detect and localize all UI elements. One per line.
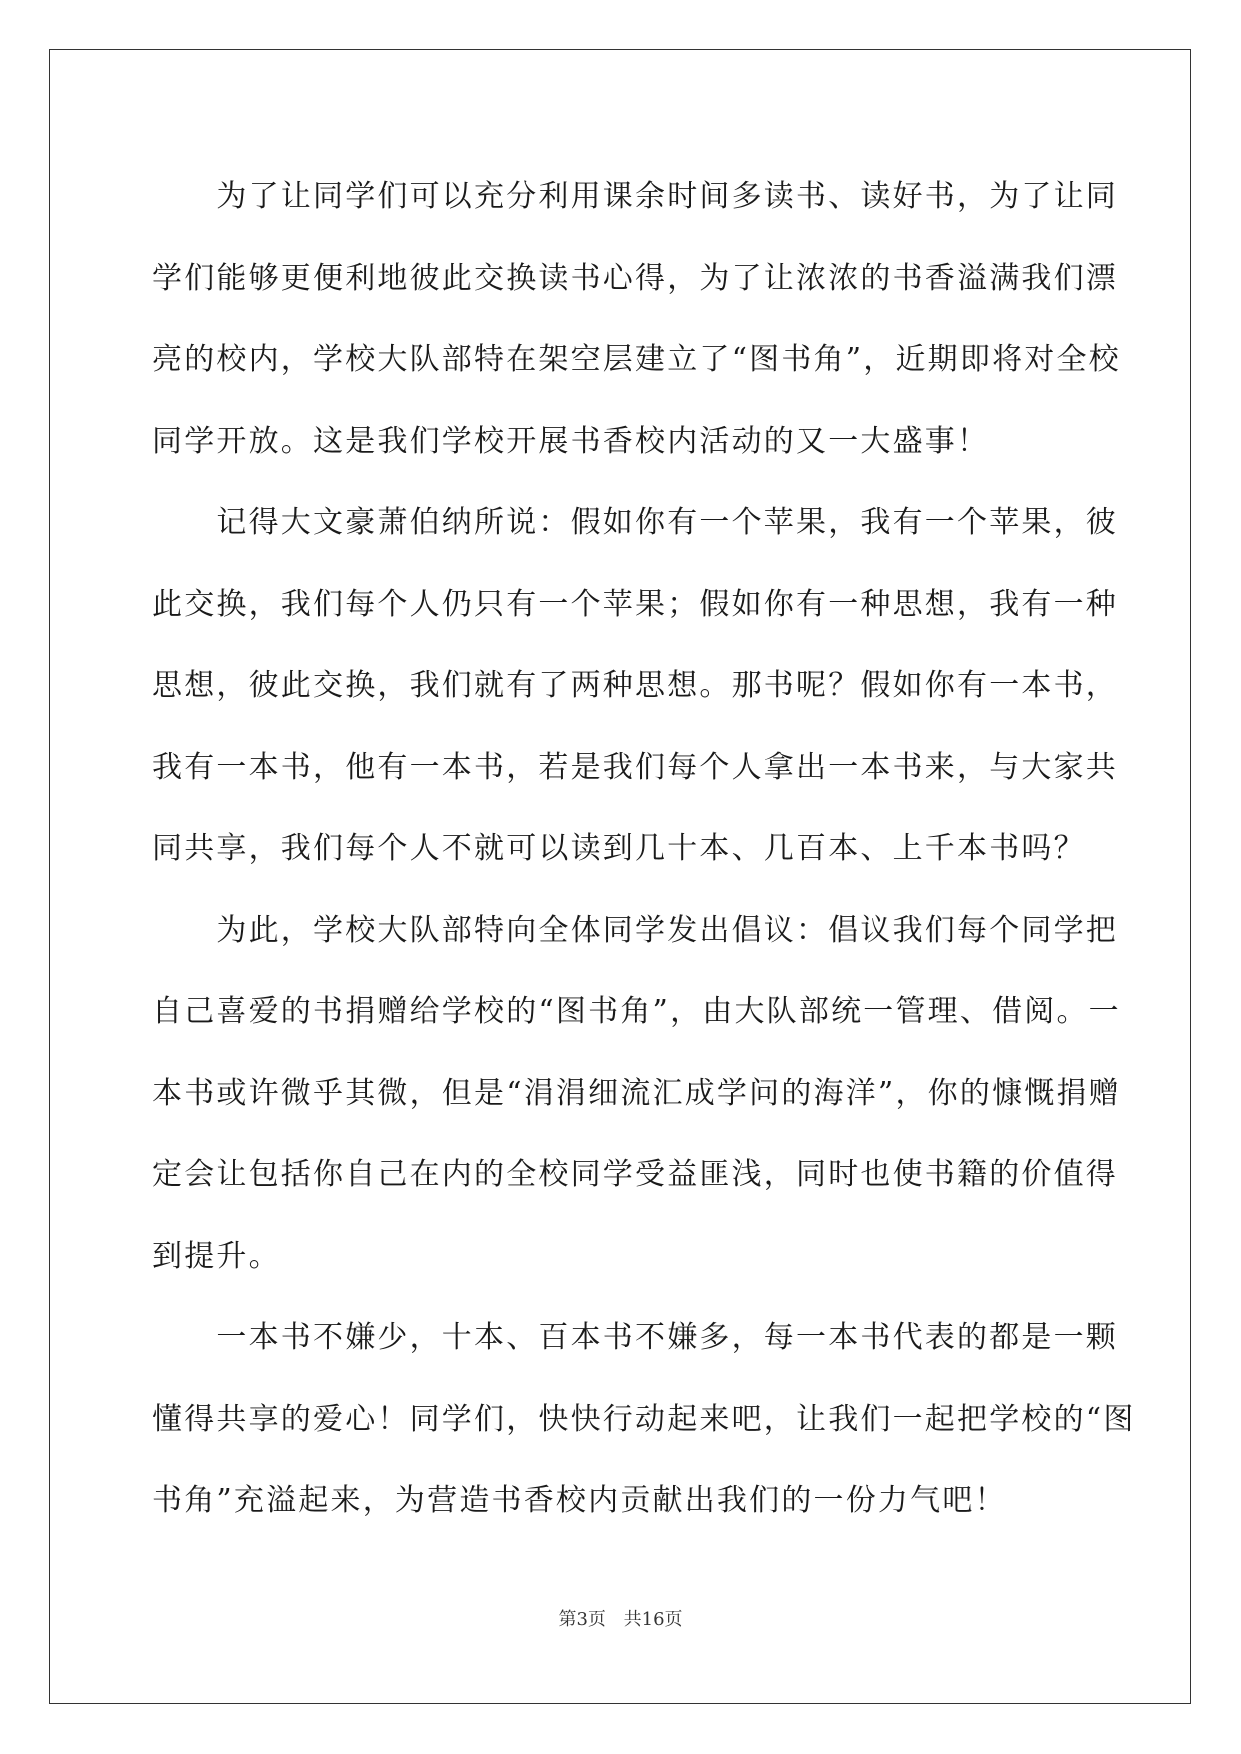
text-line: 书角”充溢起来，为营造书香校内贡献出我们的一份力气吧！ [152, 1483, 1007, 1518]
text-line: 同学开放。这是我们学校开展书香校内活动的又一大盛事！ [152, 423, 990, 459]
page-number: 第3页 [558, 1609, 606, 1630]
text-line: 我有一本书，他有一本书，若是我们每个人拿出一本书来，与大家共 [152, 749, 1118, 785]
text-line: 思想，彼此交换，我们就有了两种思想。那书呢？假如你有一本书， [152, 668, 1118, 703]
page-footer [0, 1605, 1241, 1631]
page-total: 共16页 [623, 1609, 683, 1630]
text-line: 为此，学校大队部特向全体同学发出倡议：倡议我们每个同学把 [152, 912, 1118, 948]
text-line: 此交换，我们每个人仍只有一个苹果；假如你有一种思想，我有一种 [152, 586, 1118, 622]
document-body [152, 156, 1136, 1542]
text-line: 为了让同学们可以充分利用课余时间多读书、读好书，为了让同 [152, 179, 1118, 214]
text-line: 定会让包括你自己在内的全校同学受益匪浅，同时也使书籍的价值得 [152, 1157, 1118, 1192]
text-line: 同共享，我们每个人不就可以读到几十本、几百本、上千本书吗？ [152, 831, 1086, 866]
text-line: 记得大文豪萧伯纳所说：假如你有一个苹果，我有一个苹果，彼 [152, 505, 1118, 540]
text-line: 一本书不嫌少，十本、百本书不嫌多，每一本书代表的都是一颗 [152, 1320, 1118, 1355]
text-line: 亮的校内，学校大队部特在架空层建立了“图书角”，近期即将对全校 [152, 342, 1121, 377]
text-line: 到提升。 [152, 1238, 281, 1274]
text-line: 学们能够更便利地彼此交换读书心得，为了让浓浓的书香溢满我们漂 [152, 260, 1118, 296]
text-line: 懂得共享的爱心！同学们，快快行动起来吧，让我们一起把学校的“图 [152, 1401, 1136, 1437]
text-line: 本书或许微乎其微，但是“涓涓细流汇成学问的海洋”，你的慷慨捐赠 [152, 1075, 1121, 1111]
text-line: 自己喜爱的书捐赠给学校的“图书角”，由大队部统一管理、借阅。一 [152, 994, 1121, 1029]
